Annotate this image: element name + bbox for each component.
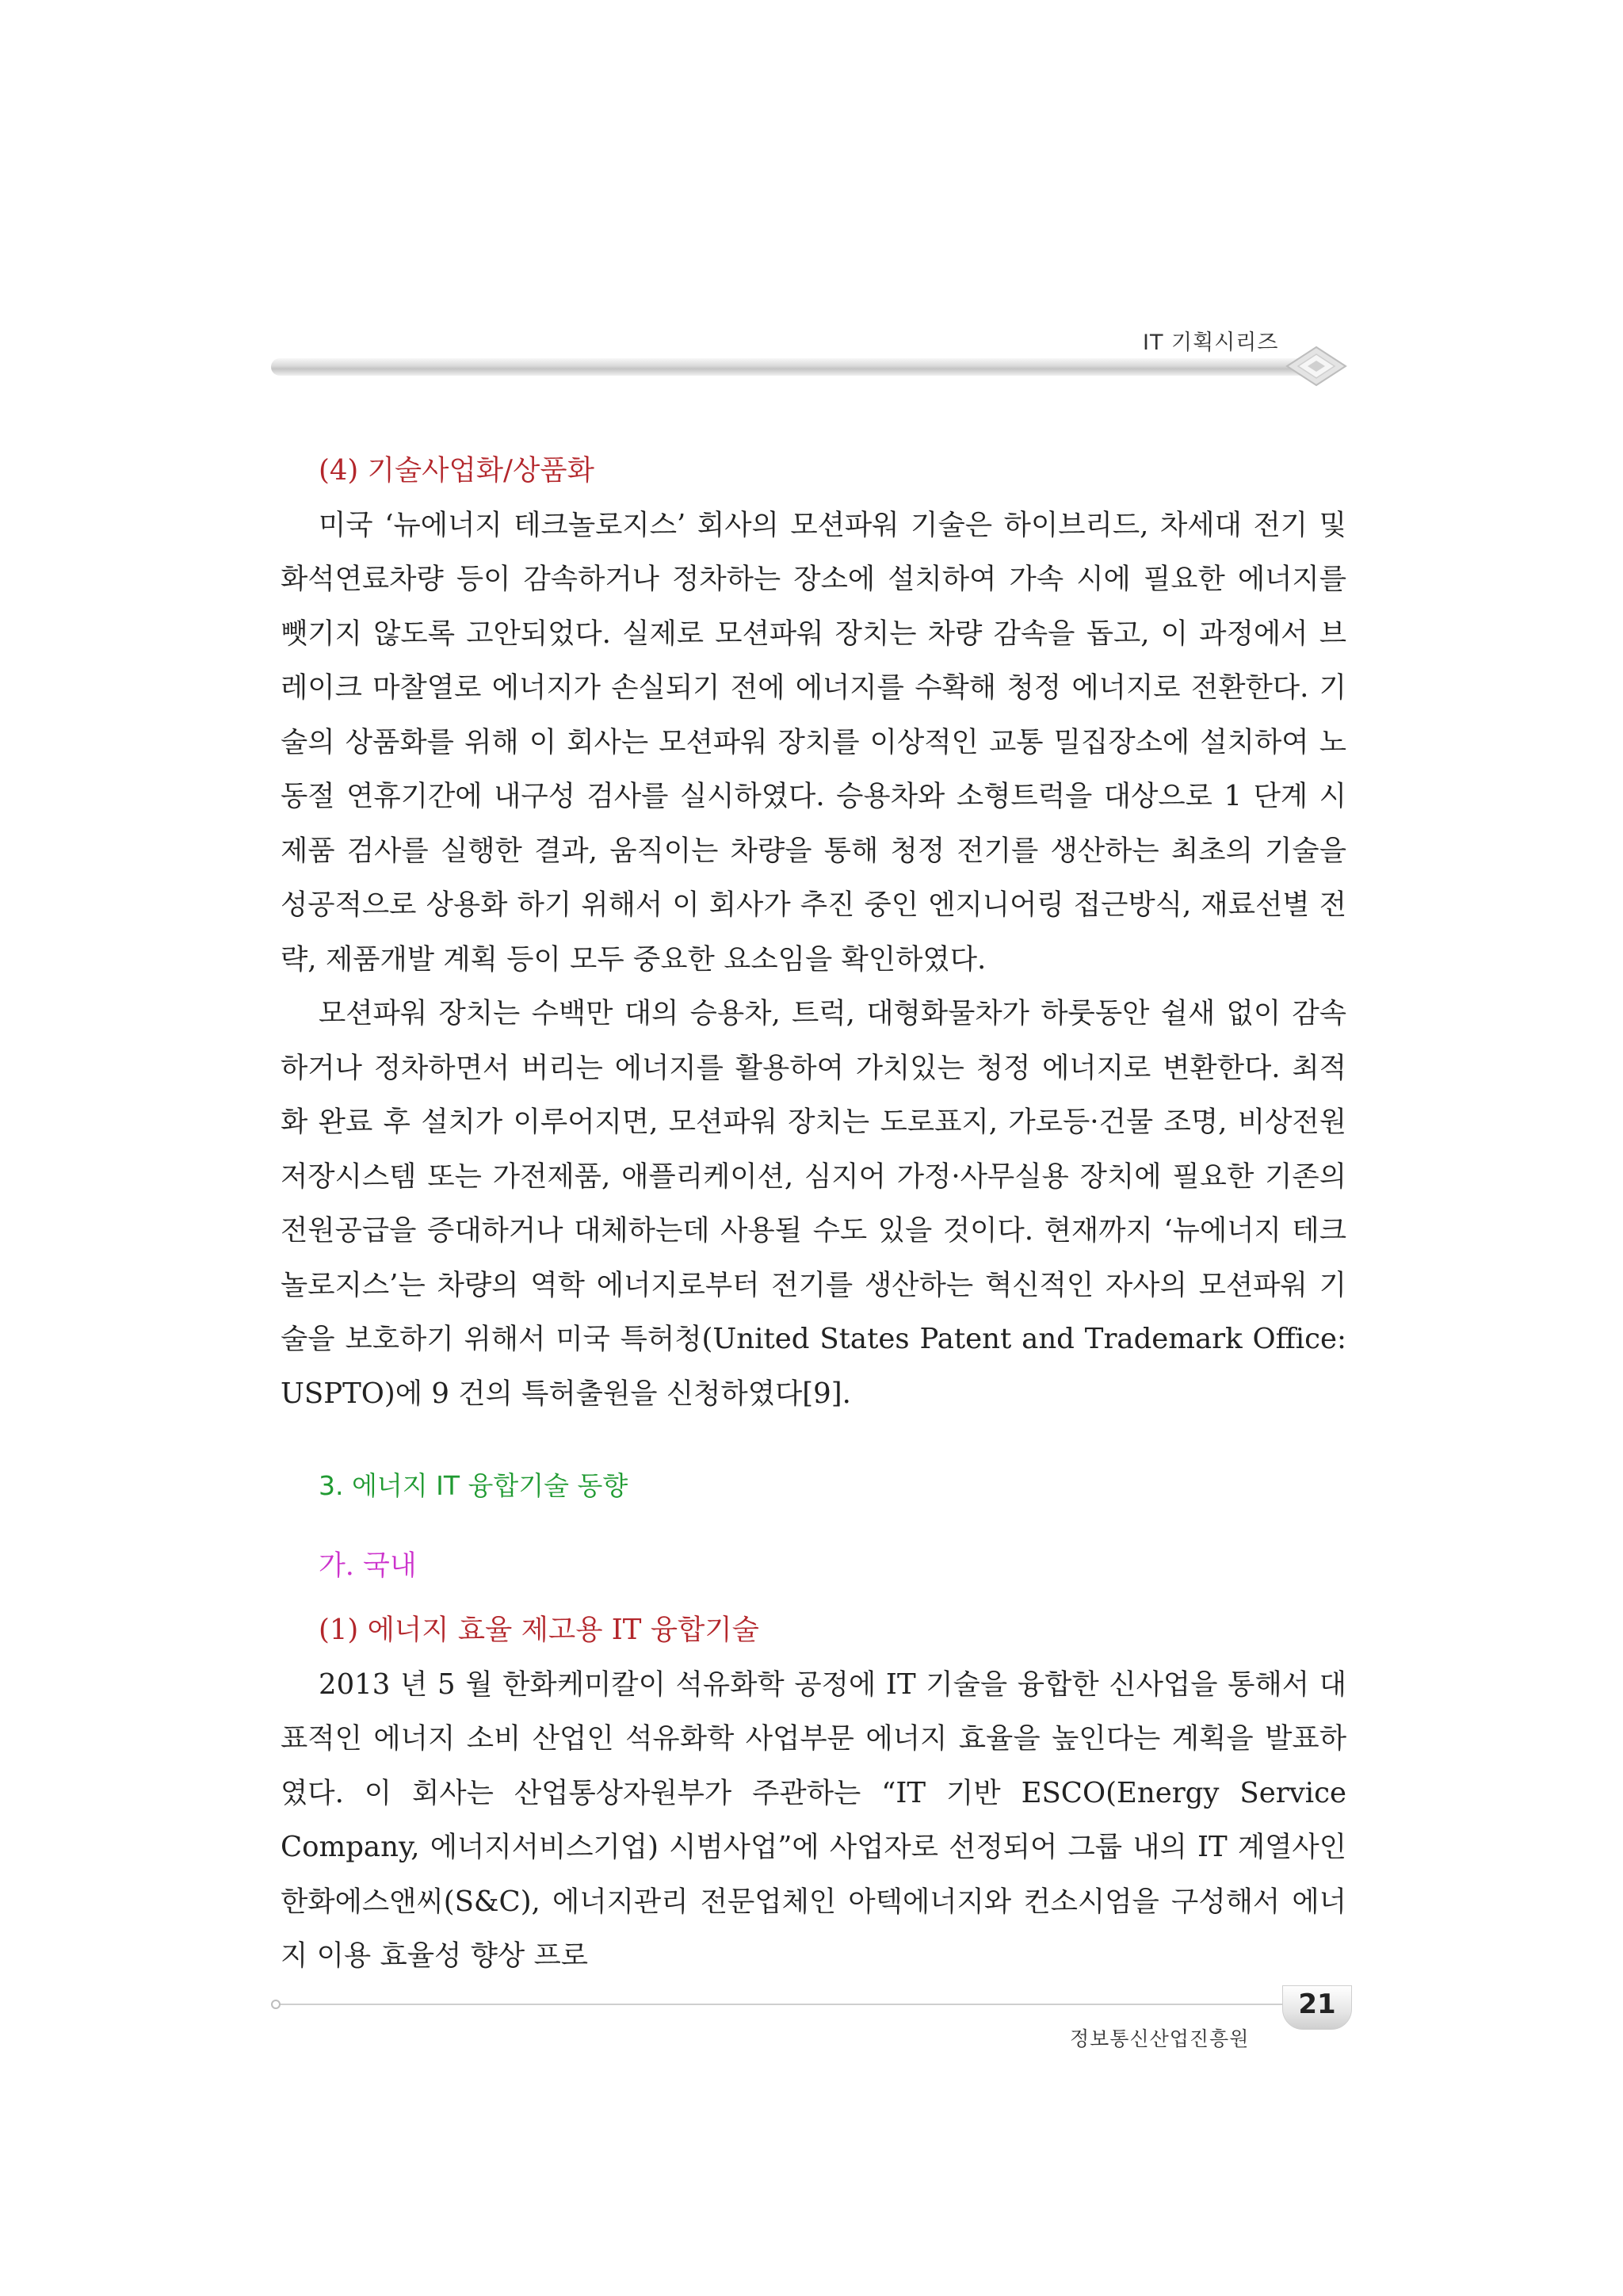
paragraph: 미국 ‘뉴에너지 테크놀로지스’ 회사의 모션파워 기술은 하이브리드, 차세대 전기 및 화석연료차량 등이 감속하거나 정차하는 장소에 설치하여 가속 시에 필요한 에너지를 뺏기지 않도록 고안되었다. 실제로 모션파워 장치는 차량 감속을 돕고, 이 과정에서 브레이크 마찰열로 에너지가 손실되기 전에 에너지를 수확해 청정 에너지로 전환한다. 기술의 상품화를 위해 이 회사는 모션파워 장치를 이상적인 교통 밀집장소에 설치하여 노동절 연휴기간에 내구성 검사를 실시하였다. 승용차와 소형트럭을 대상으로 1 단계 시제품 검사를 실행한 결과, 움직이는 차량을 통해 청정 전기를 생산하는 최초의 기술을 성공적으로 상용화 하기 위해서 이 회사가 추진 중인 엔지니어링 접근방식, 재료선별 전략, 제품개발 계획 등이 모두 중요한 요소임을 확인하였다. bbox=[281, 508, 1346, 976]
section-heading: 3. 에너지 IT 융합기술 동향 bbox=[319, 1470, 628, 1501]
footer-rule bbox=[274, 2004, 1289, 2005]
subsection-heading-domestic: 가. 국내 bbox=[319, 1550, 417, 1582]
page-number: 21 bbox=[1298, 1988, 1336, 2020]
subsection-heading-commercialization: (4) 기술사업화/상품화 bbox=[319, 454, 594, 487]
spacer bbox=[281, 1421, 1346, 1459]
header-rule bbox=[271, 358, 1325, 376]
article-body bbox=[281, 444, 1346, 1984]
footer-rule-dot bbox=[271, 2000, 281, 2009]
spacer bbox=[281, 1513, 1346, 1539]
series-title: IT 기획시리즈 bbox=[1143, 330, 1279, 355]
footer-organization: 정보통신산업진흥원 bbox=[1070, 2027, 1250, 2050]
paragraph: 2013 년 5 월 한화케미칼이 석유화학 공정에 IT 기술을 융합한 신사업을 통해서 대표적인 에너지 소비 산업인 석유화학 사업부문 에너지 효율을 높인다는 계획을 발표하였다. 이 회사는 산업통상자원부가 주관하는 “IT 기반 ESCO(Energy Service Company, 에너지서비스기업) 시범사업”에 사업자로 선정되어 그룹 내의 IT 계열사인 한화에스앤씨(S&C), 에너지관리 전문업체인 아텍에너지와 컨소시엄을 구성해서 에너지 이용 효율성 향상 프로 bbox=[281, 1668, 1346, 1972]
subsection-heading-efficiency: (1) 에너지 효율 제고용 IT 융합기술 bbox=[319, 1614, 759, 1646]
paragraph: 모션파워 장치는 수백만 대의 승용차, 트럭, 대형화물차가 하룻동안 쉴새 없이 감속하거나 정차하면서 버리는 에너지를 활용하여 가치있는 청정 에너지로 변환한다. 최적화 완료 후 설치가 이루어지면, 모션파워 장치는 도로표지, 가로등·건물 조명, 비상전원 저장시스템 또는 가전제품, 애플리케이션, 심지어 가정·사무실용 장치에 필요한 기존의 전원공급을 증대하거나 대체하는데 사용될 수도 있을 것이다. 현재까지 ‘뉴에너지 테크놀로지스’는 차량의 역학 에너지로부터 전기를 생산하는 혁신적인 자사의 모션파워 기술을 보호하기 위해서 미국 특허청(United States Patent and Trademark Office: USPTO)에 9 건의 특허출원을 신청하였다[9]. bbox=[281, 997, 1346, 1410]
diamond-ornament-icon bbox=[1281, 342, 1352, 390]
spacer bbox=[281, 1593, 1346, 1603]
